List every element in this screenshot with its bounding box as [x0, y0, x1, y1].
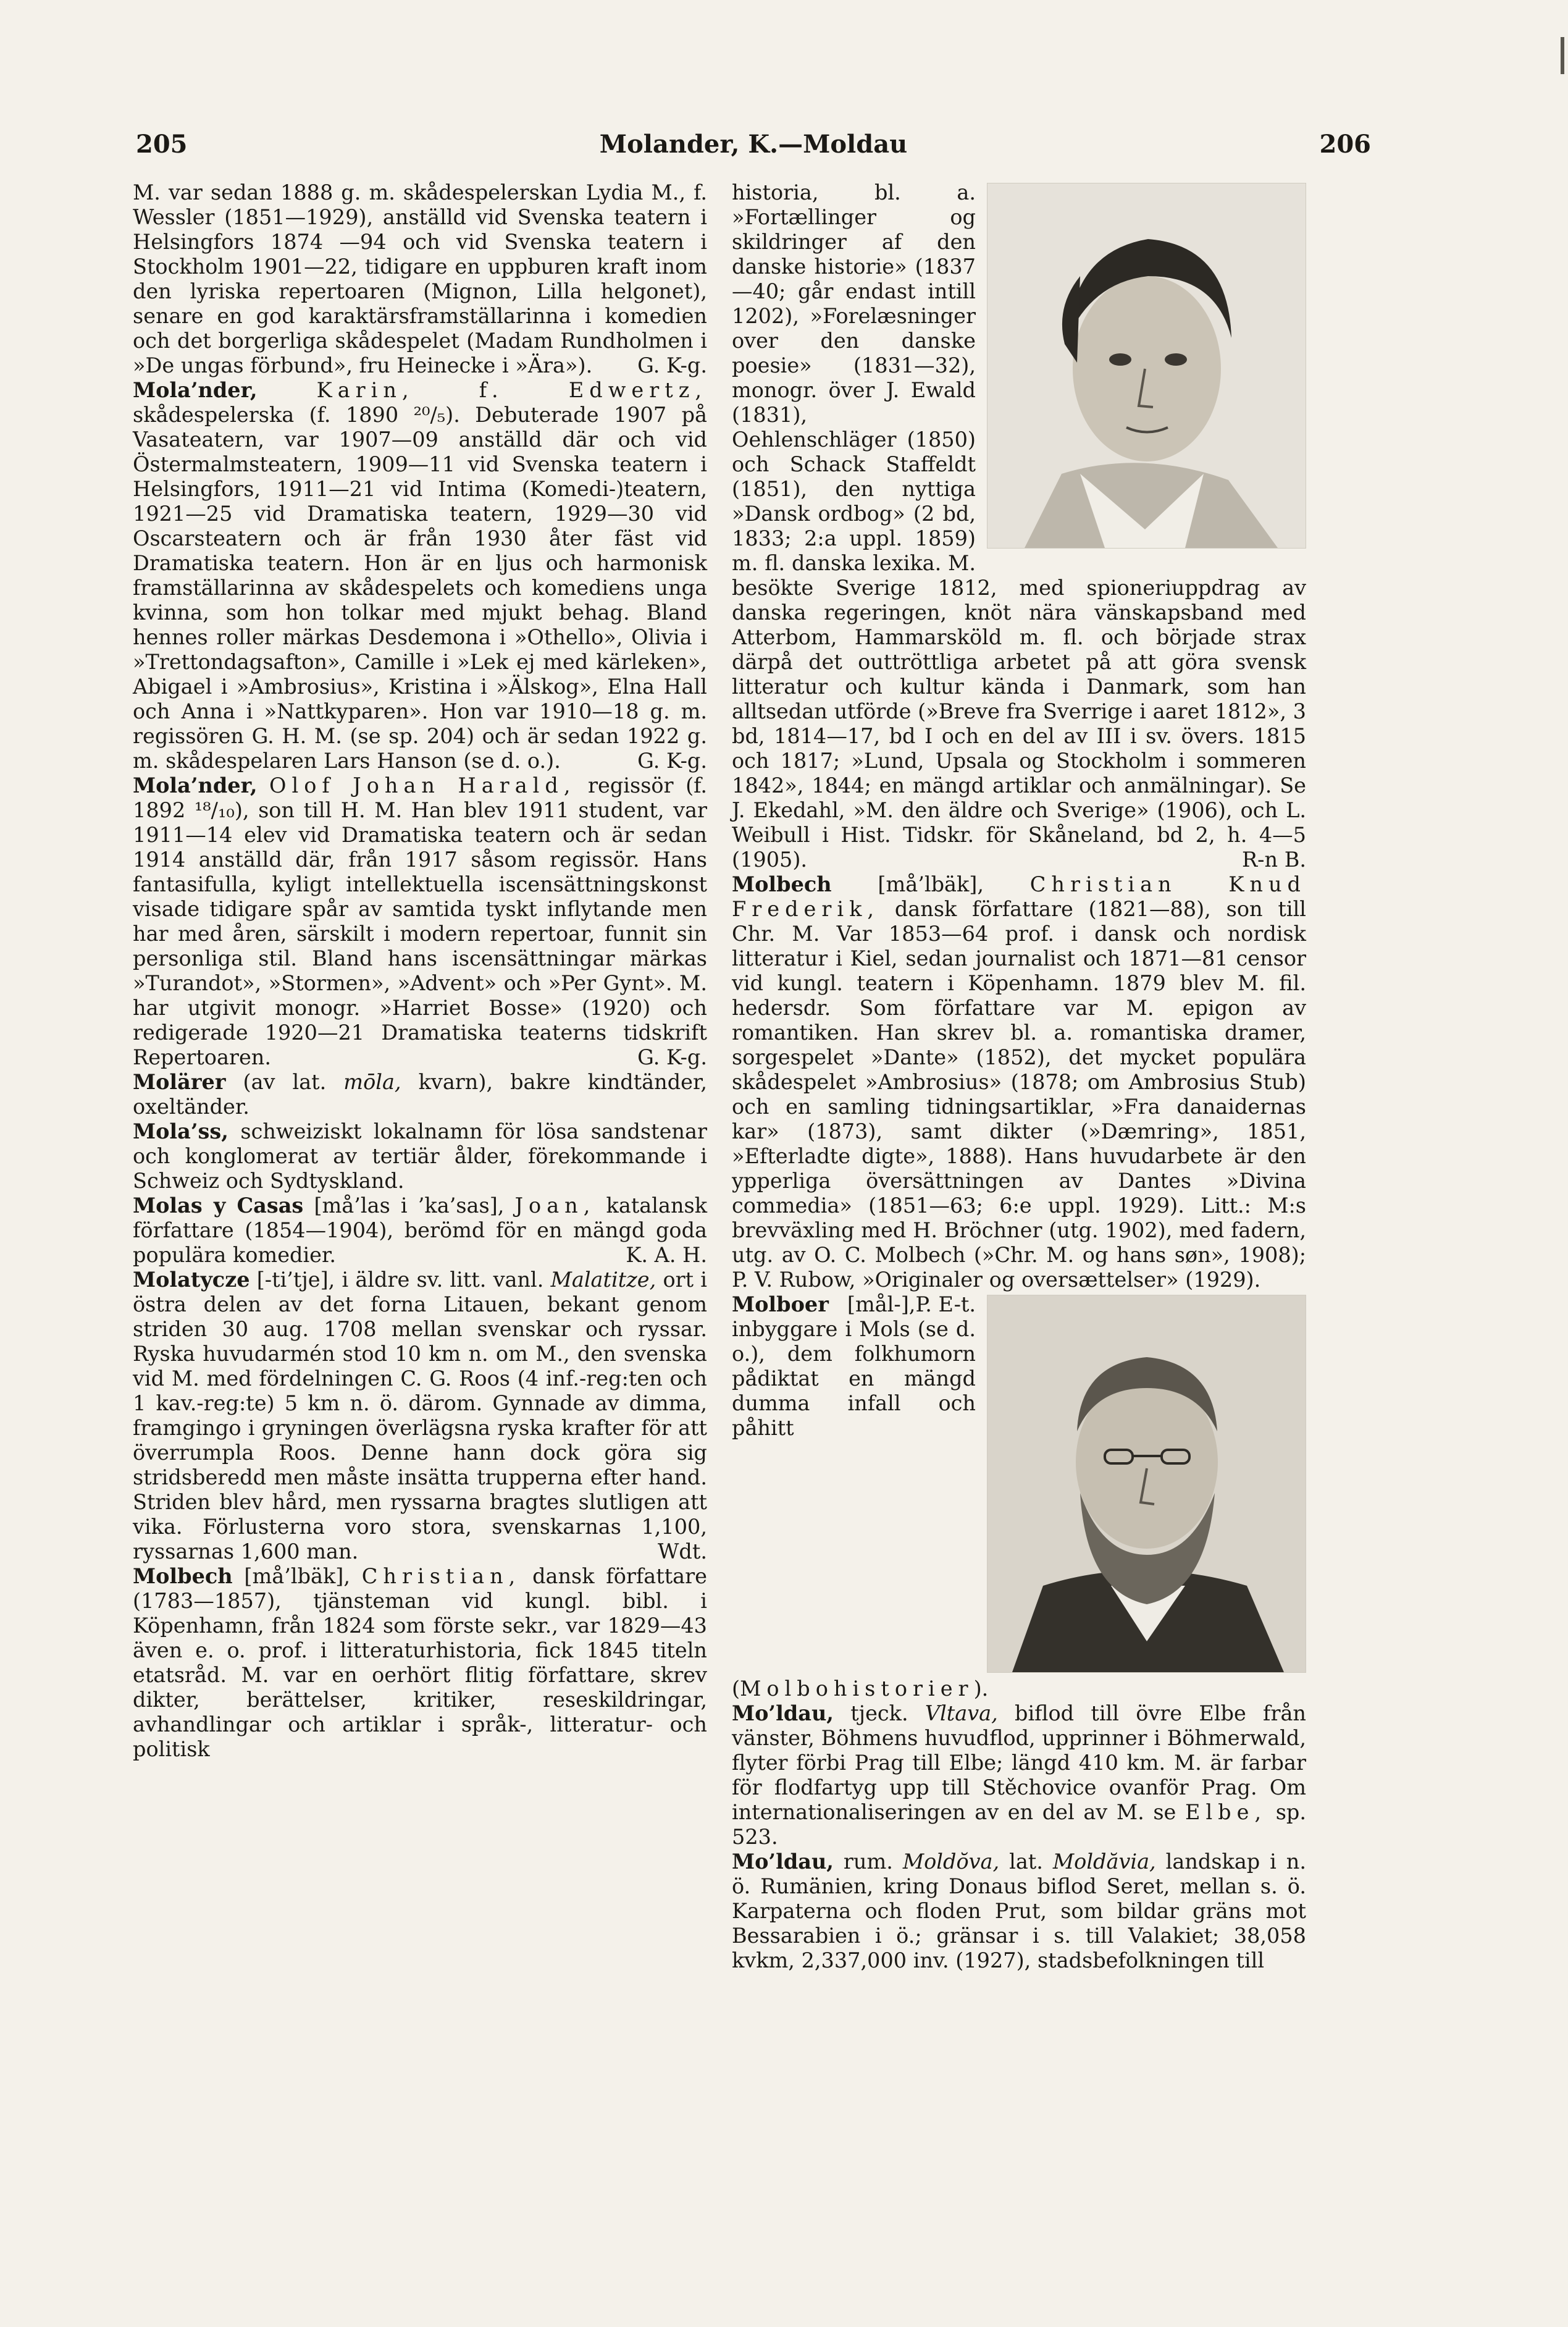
entry-headword: Molboer	[732, 1292, 829, 1316]
entry-molbech-christian-knud: Molbech [må’lbäk], Christian Knud Frederik, dansk författare (1821—88), son till Chr. M. Var 1853—64 prof. i dansk och nordisk litteratur i Kiel, sedan journalist och 1871—81 censor vid kungl. teatern i Köpenhamn. 1879 blev M. fil. hedersdr. Som författare var M. epigon av romantiken. Han skrev bl. a. romantiska dramer, sorgespelet »Dante» (1852), det mycket populära skådespelet »Ambrosius» (1878; om Ambrosius Stub) och en samling tidningsartiklar, »Fra danaidernas kar» (1873), samt dikter (»Dæmring», 1851, »Efterladte digte», 1888). Hans huvudarbete är den ypperliga översättningen av Dantes »Divina commedia» (1851—63; 6:e uppl. 1929). Litt.: M:s brevväxling med H. Bröchner (utg. 1902), med fadern, utg. av O. C. Molbech (»Chr. M. og hans søn», 1908); P. V. Rubow, »Originaler og oversættelser» (1929). P. E-t.	[732, 872, 1306, 1292]
entry-molander-karin: Mola’nder, Karin, f. Edwertz, skådespelerska (f. 1890 ²⁰/₅). Debuterade 1907 på Vasateatern, var 1907—09 anställd där och vid Östermalmsteatern, 1909—11 vid Svenska teatern i Helsingfors, 1911—21 vid Intima (Komedi-)teatern, 1921—25 vid Dramatiska teatern, 1929—30 vid Oscarsteatern och är från 1930 åter fäst vid Dramatiska teatern. Hon är en ljus och harmonisk framställarinna av skådespelets och komediens unga kvinna, som hon tolkar med mjukt behag. Bland hennes roller märkas Desdemona i »Othello», Olivia i »Trettondagsafton», Camille i »Lek ej med kärleken», Abigael i »Ambrosius», Kristina i »Älskog», Elna Hall och Anna i »Nattkyparen». Hon var 1910—18 g. m. regissören G. H. M. (se sp. 204) och är sedan 1922 g. m. skådespelaren Lars Hanson (se d. o.). G. K-g.	[133, 378, 707, 773]
entry-molatycze: Molatycze [-ti’tje], i äldre sv. litt. vanl. Malatitze, ort i östra delen av det forna Litauen, bekant genom striden 30 aug. 1708 mellan svenskar och ryssar. Ryska huvudarmén stod 10 km n. om M., den svenska vid M. med fördelningen C. G. Roos (4 inf.-reg:ten och 1 kav.-reg:te) 5 km n. ö. därom. Gynnade av dimma, framgingo i gryningen överlägsna ryska krafter för att överrumpla Roos. Denne hann dock göra sig stridsberedd men måste insätta trupperna efter hand. Striden blev hård, men ryssarna bragtes slutligen att vika. Förlusterna voro stora, svenskarnas 1,100, ryssarnas 1,600 man. Wdt.	[133, 1268, 707, 1563]
entry-moldau-river: Mo’ldau, tjeck. Vltava, biflod till övre Elbe från vänster, Böhmens huvudflod, upprinner i Böhmerwald, flyter förbi Prag till Elbe; längd 410 km. M. är farbar för flodfartyg upp till Stěchovice ovanför Prag. Om internationaliseringen av en del av M. se Elbe, sp. 523.	[732, 1701, 1307, 1849]
entry-name: Olof Johan Harald,	[269, 773, 576, 797]
entry-headword: Molas y Casas	[133, 1193, 304, 1218]
right-column	[732, 180, 1306, 1973]
entry-headword: Mo’ldau,	[732, 1849, 834, 1874]
entry-molboer: Molboer [mål-], inbyggare i Mols (se d. o.), dem folkhumorn pådiktat en mängd dumma infall och påhitt (Molbohistorier).	[732, 1292, 989, 1701]
entry-headword: Mola’ss,	[133, 1119, 228, 1143]
signature: G. K-g.	[637, 749, 707, 773]
entry-molbech-continued: historia, bl. a. »Fortællinger og skildringer af den danske historie» (1837—40; går endast intill 1202), »Forelæsninger over den danske poesie» (1831—32), monogr. över J. Ewald (1831), Oehlenschläger (1850) och Schack Staffeldt (1851), den nyttiga »Dansk ordbog» (2 bd, 1833; 2:a uppl. 1859) m. fl. danska lexika. M. besökte Sverige 1812, med spioneriuppdrag av danska regeringen, knöt nära vänskapsband med Atterbom, Hammarsköld m. fl. och började strax därpå det outtröttliga arbetet på att göra svensk litteratur och kultur kända i Danmark, som han alltsedan utförde (»Breve fra Sverrige i aaret 1812», 3 bd, 1814—17, bd I och en del av III i sv. övers. 1815 och 1817; »Lund, Upsala og Stockholm i sommeren 1842», 1844; en mängd artiklar och anmälningar). Se J. Ekedahl, »M. den äldre och Sverige» (1906), och L. Weibull i Hist. Tidskr. för Skåneland, bd 2, h. 4—5 (1905). R-n B.	[732, 180, 1306, 872]
left-column	[133, 180, 707, 1762]
entry-headword: Molatycze	[133, 1268, 250, 1292]
entry-headword: Molbech	[133, 1564, 233, 1588]
entry-headword: Mola’nder,	[133, 773, 258, 797]
entry-molarer: Molärer (av lat. mōla, kvarn), bakre kindtänder, oxeltänder.	[133, 1070, 707, 1119]
entry-headword: Mo’ldau,	[732, 1701, 834, 1725]
entry-molander-lydia: M. var sedan 1888 g. m. skådespelerskan Lydia M., f. Wessler (1851—1929), anställd vid Svenska teatern i Helsingfors 1874 —94 och vid Svenska teatern i Stockholm 1901—22, tidigare en uppburen kraft inom den lyriska repertoaren (Mignon, Lilla helgonet), senare en god karaktärsframställarinna i komedien och det borgerliga skådespelet (Madam Rundholmen i »De ungas förbund», fru Heinecke i »Ära»). G. K-g.	[133, 180, 707, 377]
entry-headword: Mola’nder,	[133, 378, 258, 402]
edge-mark	[1561, 37, 1564, 74]
entry-name: Joan,	[514, 1193, 596, 1218]
signature: G. K-g.	[637, 1045, 707, 1069]
signature: P. E-t.	[915, 1292, 976, 1316]
signature: G. K-g.	[637, 353, 707, 377]
entry-name: Christian Knud Frederik,	[732, 872, 1306, 921]
signature: R-n B.	[1241, 848, 1306, 872]
entry-headword: Molbech	[732, 872, 832, 896]
entry-molass: Mola’ss, schweiziskt lokalnamn för lösa sandstenar och konglomerat av tertiär ålder, förekommande i Schweiz och Sydtyskland.	[133, 1119, 707, 1193]
entry-molas-y-casas: Molas y Casas [må’las i ’ka’sas], Joan, katalansk författare (1854—1904), berömd för en mängd goda populära komedier. K. A. H.	[133, 1193, 708, 1267]
portrait-christian-molbech	[987, 183, 1306, 549]
entry-headword: Molärer	[133, 1070, 226, 1094]
entry-name: Christian,	[361, 1564, 521, 1588]
portrait-christian-knud-molbech	[987, 1295, 1306, 1673]
entry-molbech-christian: Molbech [må’lbäk], Christian, dansk författare (1783—1857), tjänsteman vid kungl. bibl. i Köpenhamn, från 1824 som förste sekr., var 1829—43 även e. o. prof. i litteraturhistoria, fick 1845 titeln etatsråd. M. var en oerhört flitig författare, skrev dikter, berättelser, kritiker, reseskildringar, avhandlingar och artiklar i språk-, litteratur- och politisk	[133, 1564, 707, 1761]
entry-name: Karin, f. Edwertz,	[316, 378, 707, 402]
running-title: Molander, K.—Moldau	[599, 130, 908, 159]
entry-moldau-region: Mo’ldau, rum. Moldŏva, lat. Moldăvia, landskap i n. ö. Rumänien, kring Donaus biflod Seret, mellan s. ö. Karpaterna och floden Prut, som bildar gräns mot Bessarabien i ö.; gränsar i s. till Valakiet; 38,058 kvkm, 2,337,000 inv. (1927), stadsbefolkningen till	[732, 1849, 1307, 1972]
page-header	[136, 130, 1371, 167]
page-number-right: 206	[1319, 130, 1371, 159]
signature: K. A. H.	[626, 1243, 707, 1267]
page-number-left: 205	[136, 130, 188, 159]
entry-molander-olof: Mola’nder, Olof Johan Harald, regissör (f. 1892 ¹⁸/₁₀), son till H. M. Han blev 1911 student, var 1911—14 elev vid Dramatiska teatern och är sedan 1914 anställd där, från 1917 såsom regissör. Hans fantasifulla, kyligt intellektuella iscensättningskonst visade tidigare spår av samtida tyskt inflytande men har med åren, särskilt i modern repertoar, funnit sin personliga stil. Bland hans iscensättningar märkas »Turandot», »Stormen», »Advent» och »Per Gynt». M. har utgivit monogr. »Harriet Bosse» (1920) och redigerade 1920—21 Dramatiska teaterns tidskrift Repertoaren. G. K-g.	[133, 773, 707, 1069]
signature: Wdt.	[658, 1539, 707, 1563]
